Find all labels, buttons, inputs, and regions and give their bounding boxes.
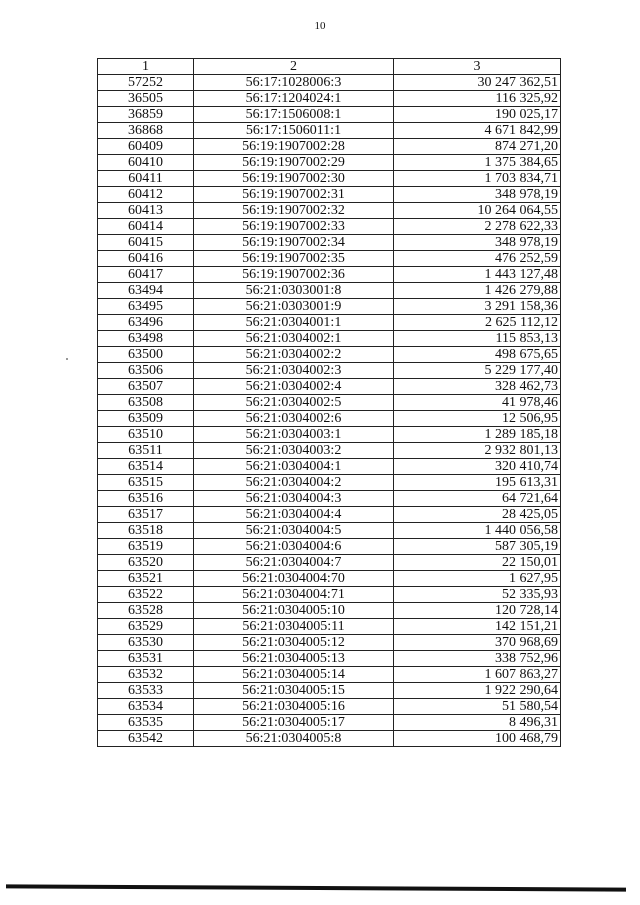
column-header-1: 1 bbox=[98, 59, 194, 75]
value-cell: 476 252,59 bbox=[394, 251, 561, 267]
table-row bbox=[98, 347, 561, 363]
row-number-cell: 63521 bbox=[98, 571, 194, 587]
value-cell: 1 426 279,88 bbox=[394, 283, 561, 299]
value-cell: 2 625 112,12 bbox=[394, 315, 561, 331]
value-cell: 1 289 185,18 bbox=[394, 427, 561, 443]
table-row bbox=[98, 395, 561, 411]
value-cell: 338 752,96 bbox=[394, 651, 561, 667]
row-number-cell: 63532 bbox=[98, 667, 194, 683]
table-row bbox=[98, 91, 561, 107]
cadastral-number-cell: 56:21:0303001:8 bbox=[194, 283, 394, 299]
cadastral-number-cell: 56:21:0304005:11 bbox=[194, 619, 394, 635]
scan-speck bbox=[66, 358, 68, 360]
row-number-cell: 63533 bbox=[98, 683, 194, 699]
row-number-cell: 63506 bbox=[98, 363, 194, 379]
value-cell: 8 496,31 bbox=[394, 715, 561, 731]
table-row bbox=[98, 171, 561, 187]
table-row bbox=[98, 299, 561, 315]
value-cell: 115 853,13 bbox=[394, 331, 561, 347]
row-number-cell: 63530 bbox=[98, 635, 194, 651]
cadastral-number-cell: 56:21:0304004:6 bbox=[194, 539, 394, 555]
row-number-cell: 63514 bbox=[98, 459, 194, 475]
value-cell: 10 264 064,55 bbox=[394, 203, 561, 219]
value-cell: 12 506,95 bbox=[394, 411, 561, 427]
table-row bbox=[98, 75, 561, 91]
cadastral-number-cell: 56:21:0304002:4 bbox=[194, 379, 394, 395]
value-cell: 328 462,73 bbox=[394, 379, 561, 395]
row-number-cell: 60413 bbox=[98, 203, 194, 219]
table-row bbox=[98, 107, 561, 123]
table-row bbox=[98, 459, 561, 475]
cadastral-number-cell: 56:21:0304004:4 bbox=[194, 507, 394, 523]
row-number-cell: 36859 bbox=[98, 107, 194, 123]
cadastral-number-cell: 56:21:0304002:5 bbox=[194, 395, 394, 411]
cadastral-number-cell: 56:19:1907002:29 bbox=[194, 155, 394, 171]
value-cell: 1 375 384,65 bbox=[394, 155, 561, 171]
table-row bbox=[98, 155, 561, 171]
cadastral-number-cell: 56:17:1204024:1 bbox=[194, 91, 394, 107]
cadastral-number-cell: 56:21:0304004:2 bbox=[194, 475, 394, 491]
table-row bbox=[98, 187, 561, 203]
table-row bbox=[98, 491, 561, 507]
table-row bbox=[98, 587, 561, 603]
table-row bbox=[98, 315, 561, 331]
value-cell: 52 335,93 bbox=[394, 587, 561, 603]
value-cell: 1 443 127,48 bbox=[394, 267, 561, 283]
cadastral-number-cell: 56:21:0304005:16 bbox=[194, 699, 394, 715]
table-row bbox=[98, 219, 561, 235]
column-header-3: 3 bbox=[394, 59, 561, 75]
value-cell: 1 922 290,64 bbox=[394, 683, 561, 699]
value-cell: 51 580,54 bbox=[394, 699, 561, 715]
row-number-cell: 63495 bbox=[98, 299, 194, 315]
cadastral-number-cell: 56:21:0303001:9 bbox=[194, 299, 394, 315]
value-cell: 100 468,79 bbox=[394, 731, 561, 747]
row-number-cell: 63500 bbox=[98, 347, 194, 363]
table-row bbox=[98, 267, 561, 283]
value-cell: 1 627,95 bbox=[394, 571, 561, 587]
cadastral-number-cell: 56:21:0304005:14 bbox=[194, 667, 394, 683]
table-row bbox=[98, 699, 561, 715]
row-number-cell: 60412 bbox=[98, 187, 194, 203]
row-number-cell: 63528 bbox=[98, 603, 194, 619]
table-header-row bbox=[98, 59, 561, 75]
cadastral-number-cell: 56:19:1907002:36 bbox=[194, 267, 394, 283]
row-number-cell: 60415 bbox=[98, 235, 194, 251]
row-number-cell: 60417 bbox=[98, 267, 194, 283]
table-row bbox=[98, 331, 561, 347]
value-cell: 4 671 842,99 bbox=[394, 123, 561, 139]
row-number-cell: 63517 bbox=[98, 507, 194, 523]
row-number-cell: 60414 bbox=[98, 219, 194, 235]
table-row bbox=[98, 539, 561, 555]
cadastral-number-cell: 56:19:1907002:30 bbox=[194, 171, 394, 187]
row-number-cell: 60410 bbox=[98, 155, 194, 171]
cadastral-number-cell: 56:21:0304001:1 bbox=[194, 315, 394, 331]
cadastral-number-cell: 56:21:0304005:10 bbox=[194, 603, 394, 619]
cadastral-number-cell: 56:21:0304002:6 bbox=[194, 411, 394, 427]
row-number-cell: 60409 bbox=[98, 139, 194, 155]
value-cell: 190 025,17 bbox=[394, 107, 561, 123]
cadastral-number-cell: 56:21:0304002:1 bbox=[194, 331, 394, 347]
value-cell: 3 291 158,36 bbox=[394, 299, 561, 315]
table-row bbox=[98, 427, 561, 443]
registry-table bbox=[97, 58, 561, 747]
cadastral-number-cell: 56:21:0304004:3 bbox=[194, 491, 394, 507]
page-number: 10 bbox=[314, 20, 326, 32]
row-number-cell: 63494 bbox=[98, 283, 194, 299]
cadastral-number-cell: 56:17:1028006:3 bbox=[194, 75, 394, 91]
table-row bbox=[98, 139, 561, 155]
cadastral-number-cell: 56:19:1907002:33 bbox=[194, 219, 394, 235]
value-cell: 874 271,20 bbox=[394, 139, 561, 155]
table-row bbox=[98, 507, 561, 523]
column-header-2: 2 bbox=[194, 59, 394, 75]
cadastral-number-cell: 56:21:0304002:3 bbox=[194, 363, 394, 379]
table-row bbox=[98, 475, 561, 491]
value-cell: 370 968,69 bbox=[394, 635, 561, 651]
value-cell: 142 151,21 bbox=[394, 619, 561, 635]
value-cell: 5 229 177,40 bbox=[394, 363, 561, 379]
table-row bbox=[98, 715, 561, 731]
cadastral-number-cell: 56:19:1907002:34 bbox=[194, 235, 394, 251]
cadastral-number-cell: 56:21:0304005:15 bbox=[194, 683, 394, 699]
row-number-cell: 63510 bbox=[98, 427, 194, 443]
value-cell: 2 278 622,33 bbox=[394, 219, 561, 235]
cadastral-number-cell: 56:21:0304005:12 bbox=[194, 635, 394, 651]
value-cell: 348 978,19 bbox=[394, 187, 561, 203]
table-row bbox=[98, 379, 561, 395]
value-cell: 30 247 362,51 bbox=[394, 75, 561, 91]
table-row bbox=[98, 411, 561, 427]
cadastral-number-cell: 56:19:1907002:31 bbox=[194, 187, 394, 203]
table-row bbox=[98, 363, 561, 379]
cadastral-number-cell: 56:21:0304005:8 bbox=[194, 731, 394, 747]
value-cell: 120 728,14 bbox=[394, 603, 561, 619]
value-cell: 1 703 834,71 bbox=[394, 171, 561, 187]
value-cell: 195 613,31 bbox=[394, 475, 561, 491]
row-number-cell: 63531 bbox=[98, 651, 194, 667]
cadastral-number-cell: 56:21:0304004:1 bbox=[194, 459, 394, 475]
value-cell: 498 675,65 bbox=[394, 347, 561, 363]
table-row bbox=[98, 667, 561, 683]
table-row bbox=[98, 571, 561, 587]
value-cell: 22 150,01 bbox=[394, 555, 561, 571]
row-number-cell: 63509 bbox=[98, 411, 194, 427]
table-row bbox=[98, 683, 561, 699]
row-number-cell: 63542 bbox=[98, 731, 194, 747]
value-cell: 320 410,74 bbox=[394, 459, 561, 475]
table-row bbox=[98, 283, 561, 299]
cadastral-number-cell: 56:21:0304005:17 bbox=[194, 715, 394, 731]
value-cell: 587 305,19 bbox=[394, 539, 561, 555]
row-number-cell: 63508 bbox=[98, 395, 194, 411]
row-number-cell: 63519 bbox=[98, 539, 194, 555]
cadastral-number-cell: 56:19:1907002:35 bbox=[194, 251, 394, 267]
row-number-cell: 63515 bbox=[98, 475, 194, 491]
row-number-cell: 63498 bbox=[98, 331, 194, 347]
table-row bbox=[98, 731, 561, 747]
row-number-cell: 60416 bbox=[98, 251, 194, 267]
cadastral-number-cell: 56:21:0304005:13 bbox=[194, 651, 394, 667]
cadastral-number-cell: 56:21:0304004:70 bbox=[194, 571, 394, 587]
table-row bbox=[98, 619, 561, 635]
row-number-cell: 63520 bbox=[98, 555, 194, 571]
table-row bbox=[98, 635, 561, 651]
bottom-rule bbox=[6, 884, 626, 891]
row-number-cell: 63511 bbox=[98, 443, 194, 459]
table-row bbox=[98, 603, 561, 619]
row-number-cell: 63496 bbox=[98, 315, 194, 331]
cadastral-number-cell: 56:21:0304004:71 bbox=[194, 587, 394, 603]
cadastral-number-cell: 56:21:0304004:7 bbox=[194, 555, 394, 571]
cadastral-number-cell: 56:21:0304003:1 bbox=[194, 427, 394, 443]
value-cell: 41 978,46 bbox=[394, 395, 561, 411]
table-row bbox=[98, 251, 561, 267]
table-row bbox=[98, 443, 561, 459]
table-row bbox=[98, 523, 561, 539]
table-row bbox=[98, 123, 561, 139]
table-body bbox=[98, 75, 561, 747]
row-number-cell: 63522 bbox=[98, 587, 194, 603]
row-number-cell: 63516 bbox=[98, 491, 194, 507]
cadastral-number-cell: 56:17:1506011:1 bbox=[194, 123, 394, 139]
row-number-cell: 57252 bbox=[98, 75, 194, 91]
row-number-cell: 63535 bbox=[98, 715, 194, 731]
row-number-cell: 36868 bbox=[98, 123, 194, 139]
table-row bbox=[98, 235, 561, 251]
row-number-cell: 36505 bbox=[98, 91, 194, 107]
cadastral-number-cell: 56:21:0304004:5 bbox=[194, 523, 394, 539]
value-cell: 116 325,92 bbox=[394, 91, 561, 107]
row-number-cell: 63529 bbox=[98, 619, 194, 635]
value-cell: 348 978,19 bbox=[394, 235, 561, 251]
cadastral-number-cell: 56:21:0304003:2 bbox=[194, 443, 394, 459]
value-cell: 1 440 056,58 bbox=[394, 523, 561, 539]
row-number-cell: 63507 bbox=[98, 379, 194, 395]
table-row bbox=[98, 555, 561, 571]
row-number-cell: 63518 bbox=[98, 523, 194, 539]
value-cell: 64 721,64 bbox=[394, 491, 561, 507]
table-row bbox=[98, 651, 561, 667]
row-number-cell: 63534 bbox=[98, 699, 194, 715]
table-row bbox=[98, 203, 561, 219]
cadastral-number-cell: 56:19:1907002:28 bbox=[194, 139, 394, 155]
cadastral-number-cell: 56:21:0304002:2 bbox=[194, 347, 394, 363]
cadastral-number-cell: 56:17:1506008:1 bbox=[194, 107, 394, 123]
row-number-cell: 60411 bbox=[98, 171, 194, 187]
value-cell: 28 425,05 bbox=[394, 507, 561, 523]
cadastral-number-cell: 56:19:1907002:32 bbox=[194, 203, 394, 219]
value-cell: 2 932 801,13 bbox=[394, 443, 561, 459]
value-cell: 1 607 863,27 bbox=[394, 667, 561, 683]
